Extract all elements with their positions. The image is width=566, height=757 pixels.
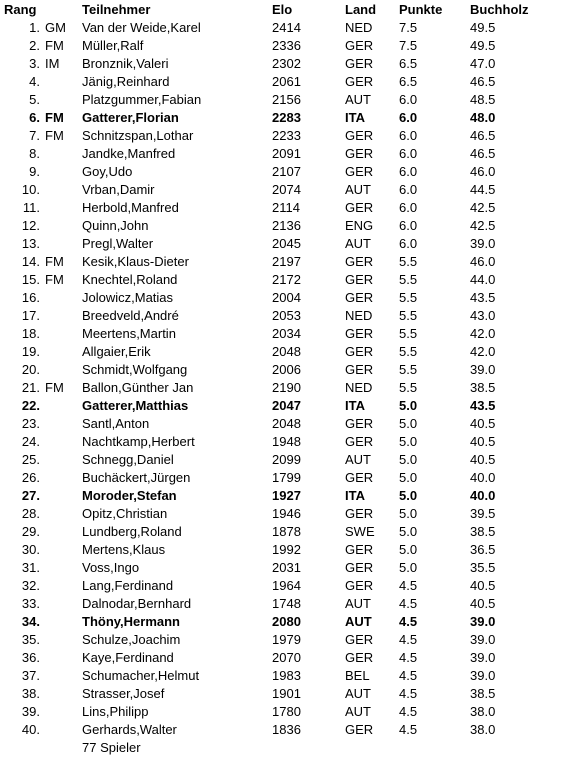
land-cell: GER (345, 128, 374, 143)
elo-cell: 2156 (272, 92, 301, 107)
table-row (0, 487, 566, 505)
points-cell: 4.5 (399, 578, 418, 593)
rank-cell: 20. (21, 362, 40, 377)
land-cell: NED (345, 20, 373, 35)
points-cell: 5.5 (399, 254, 418, 269)
table-row (0, 271, 566, 289)
points-cell: 5.0 (399, 416, 418, 431)
rank-cell: 31. (21, 560, 40, 575)
rank-cell: 1. (29, 20, 40, 35)
table-row (0, 721, 566, 739)
rank-cell: 18. (21, 326, 40, 341)
table-row (0, 253, 566, 271)
buchholz-cell: 36.5 (470, 542, 496, 557)
title-cell: FM (45, 38, 64, 53)
rank-cell: 17. (21, 308, 40, 323)
table-row (0, 91, 566, 109)
buchholz-cell: 42.0 (470, 326, 496, 341)
points-cell: 4.5 (399, 650, 418, 665)
land-cell: AUT (345, 686, 371, 701)
buchholz-cell: 40.5 (470, 578, 496, 593)
table-row (0, 361, 566, 379)
buchholz-cell: 44.0 (470, 272, 496, 287)
elo-cell: 2302 (272, 56, 301, 71)
elo-cell: 1992 (272, 542, 301, 557)
land-cell: GER (345, 254, 374, 269)
buchholz-cell: 40.5 (470, 596, 496, 611)
player-count-text: 77 Spieler (82, 740, 141, 755)
table-row (0, 703, 566, 721)
elo-cell: 1927 (272, 488, 301, 503)
points-cell: 5.5 (399, 272, 418, 287)
rank-cell: 7. (29, 128, 40, 143)
name-cell: Jolowicz,Matias (82, 290, 174, 305)
points-cell: 5.0 (399, 524, 418, 539)
rank-cell: 13. (21, 236, 40, 251)
buchholz-cell: 40.5 (470, 434, 496, 449)
points-cell: 7.5 (399, 38, 418, 53)
elo-cell: 2233 (272, 128, 301, 143)
points-cell: 4.5 (399, 668, 418, 683)
table-row (0, 397, 566, 415)
rank-cell: 16. (21, 290, 40, 305)
points-cell: 6.0 (399, 218, 418, 233)
table-row (0, 73, 566, 91)
rank-cell: 37. (21, 668, 40, 683)
name-cell: Pregl,Walter (82, 236, 154, 251)
land-cell: ITA (345, 398, 365, 413)
buchholz-cell: 48.0 (470, 110, 496, 125)
elo-cell: 2114 (272, 200, 300, 215)
table-row (0, 37, 566, 55)
table-row (0, 163, 566, 181)
rank-cell: 25. (21, 452, 40, 467)
title-cell: GM (45, 20, 66, 35)
title-cell: FM (45, 272, 64, 287)
points-cell: 6.0 (399, 146, 418, 161)
name-cell: Kesik,Klaus-Dieter (82, 254, 189, 269)
buchholz-cell: 42.0 (470, 344, 496, 359)
name-cell: Buchäckert,Jürgen (82, 470, 191, 485)
land-cell: GER (345, 272, 374, 287)
name-cell: Goy,Udo (82, 164, 133, 179)
points-cell: 5.5 (399, 362, 418, 377)
land-cell: GER (345, 74, 374, 89)
elo-cell: 1946 (272, 506, 301, 521)
elo-cell: 2004 (272, 290, 301, 305)
rank-cell: 14. (21, 254, 40, 269)
points-cell: 6.5 (399, 74, 418, 89)
points-cell: 6.0 (399, 128, 418, 143)
buchholz-cell: 40.0 (470, 488, 496, 503)
buchholz-cell: 39.5 (470, 506, 496, 521)
rank-cell: 40. (21, 722, 40, 737)
name-cell: Van der Weide,Karel (82, 20, 201, 35)
name-cell: Gatterer,Matthias (82, 398, 189, 413)
elo-cell: 1748 (272, 596, 301, 611)
table-row (0, 541, 566, 559)
elo-cell: 1983 (272, 668, 301, 683)
elo-cell: 2414 (272, 20, 301, 35)
header-buchholz: Buchholz (470, 2, 529, 17)
points-cell: 5.5 (399, 326, 418, 341)
land-cell: GER (345, 344, 374, 359)
name-cell: Knechtel,Roland (82, 272, 178, 287)
land-cell: GER (345, 632, 374, 647)
land-cell: ITA (345, 488, 365, 503)
elo-cell: 1964 (272, 578, 301, 593)
table-row (0, 325, 566, 343)
rank-cell: 8. (29, 146, 40, 161)
points-cell: 4.5 (399, 632, 418, 647)
buchholz-cell: 44.5 (470, 182, 496, 197)
name-cell: Schnegg,Daniel (82, 452, 174, 467)
name-cell: Quinn,John (82, 218, 149, 233)
buchholz-cell: 39.0 (470, 236, 496, 251)
points-cell: 5.0 (399, 488, 418, 503)
land-cell: GER (345, 578, 374, 593)
land-cell: GER (345, 470, 374, 485)
table-row (0, 109, 566, 127)
points-cell: 6.0 (399, 182, 418, 197)
name-cell: Schmidt,Wolfgang (82, 362, 188, 377)
table-row (0, 55, 566, 73)
elo-cell: 2006 (272, 362, 301, 377)
buchholz-cell: 48.5 (470, 92, 496, 107)
land-cell: GER (345, 200, 374, 215)
buchholz-cell: 43.5 (470, 398, 496, 413)
points-cell: 5.0 (399, 542, 418, 557)
rank-cell: 3. (29, 56, 40, 71)
name-cell: Vrban,Damir (82, 182, 155, 197)
rank-cell: 2. (29, 38, 40, 53)
buchholz-cell: 39.0 (470, 614, 496, 629)
points-cell: 5.0 (399, 452, 418, 467)
points-cell: 6.0 (399, 200, 418, 215)
table-row (0, 685, 566, 703)
name-cell: Ballon,Günther Jan (82, 380, 194, 395)
rank-cell: 28. (21, 506, 40, 521)
header-elo: Elo (272, 2, 293, 17)
name-cell: Lundberg,Roland (82, 524, 182, 539)
buchholz-cell: 38.5 (470, 686, 496, 701)
name-cell: Opitz,Christian (82, 506, 168, 521)
buchholz-cell: 43.5 (470, 290, 496, 305)
title-cell: FM (45, 110, 64, 125)
table-row (0, 127, 566, 145)
buchholz-cell: 43.0 (470, 308, 496, 323)
title-cell: IM (45, 56, 60, 71)
buchholz-cell: 38.0 (470, 722, 496, 737)
header-land: Land (345, 2, 377, 17)
rank-cell: 11. (22, 200, 40, 215)
buchholz-cell: 42.5 (470, 200, 496, 215)
buchholz-cell: 49.5 (470, 20, 496, 35)
points-cell: 5.0 (399, 434, 418, 449)
elo-cell: 1836 (272, 722, 301, 737)
land-cell: AUT (345, 596, 371, 611)
elo-cell: 1901 (272, 686, 301, 701)
points-cell: 5.0 (399, 560, 418, 575)
land-cell: GER (345, 650, 374, 665)
elo-cell: 1878 (272, 524, 301, 539)
buchholz-cell: 49.5 (470, 38, 496, 53)
name-cell: Jänig,Reinhard (82, 74, 170, 89)
land-cell: AUT (345, 182, 371, 197)
name-cell: Dalnodar,Bernhard (82, 596, 192, 611)
rank-cell: 15. (21, 272, 40, 287)
buchholz-cell: 39.0 (470, 362, 496, 377)
table-row (0, 433, 566, 451)
elo-cell: 2336 (272, 38, 301, 53)
name-cell: Nachtkamp,Herbert (82, 434, 195, 449)
elo-cell: 2045 (272, 236, 301, 251)
land-cell: GER (345, 164, 374, 179)
table-row (0, 217, 566, 235)
elo-cell: 2190 (272, 380, 301, 395)
rank-cell: 30. (21, 542, 40, 557)
name-cell: Lins,Philipp (82, 704, 149, 719)
table-row (0, 595, 566, 613)
name-cell: Kaye,Ferdinand (82, 650, 174, 665)
points-cell: 6.0 (399, 110, 418, 125)
table-row (0, 415, 566, 433)
buchholz-cell: 46.5 (470, 74, 496, 89)
table-row (0, 631, 566, 649)
land-cell: GER (345, 146, 374, 161)
points-cell: 5.5 (399, 344, 418, 359)
buchholz-cell: 38.0 (470, 704, 496, 719)
points-cell: 4.5 (399, 614, 418, 629)
rank-cell: 6. (29, 110, 40, 125)
elo-cell: 2048 (272, 344, 301, 359)
rank-cell: 9. (29, 164, 40, 179)
rank-cell: 4. (29, 74, 40, 89)
elo-cell: 2080 (272, 614, 301, 629)
elo-cell: 2197 (272, 254, 301, 269)
rank-cell: 35. (21, 632, 40, 647)
name-cell: Voss,Ingo (82, 560, 140, 575)
land-cell: ITA (345, 110, 365, 125)
buchholz-cell: 46.0 (470, 164, 496, 179)
name-cell: Schumacher,Helmut (82, 668, 200, 683)
rank-cell: 19. (21, 344, 40, 359)
land-cell: NED (345, 380, 373, 395)
elo-cell: 2034 (272, 326, 301, 341)
points-cell: 4.5 (399, 722, 418, 737)
points-cell: 5.0 (399, 506, 418, 521)
elo-cell: 2070 (272, 650, 301, 665)
table-row (0, 505, 566, 523)
name-cell: Mertens,Klaus (82, 542, 166, 557)
elo-cell: 2048 (272, 416, 301, 431)
name-cell: Meertens,Martin (82, 326, 176, 341)
rank-cell: 10. (21, 182, 40, 197)
points-cell: 4.5 (399, 686, 418, 701)
table-row (0, 235, 566, 253)
rank-cell: 12. (21, 218, 40, 233)
land-cell: BEL (345, 668, 370, 683)
elo-cell: 1948 (272, 434, 301, 449)
table-row (0, 19, 566, 37)
name-cell: Lang,Ferdinand (82, 578, 174, 593)
land-cell: GER (345, 434, 374, 449)
elo-cell: 2061 (272, 74, 301, 89)
elo-cell: 1979 (272, 632, 301, 647)
land-cell: AUT (345, 614, 372, 629)
elo-cell: 2099 (272, 452, 301, 467)
name-cell: Allgaier,Erik (82, 344, 151, 359)
title-cell: FM (45, 128, 64, 143)
points-cell: 5.0 (399, 470, 418, 485)
buchholz-cell: 40.5 (470, 452, 496, 467)
name-cell: Moroder,Stefan (82, 488, 177, 503)
table-row (0, 343, 566, 361)
table-header (0, 1, 566, 19)
name-cell: Schulze,Joachim (82, 632, 181, 647)
elo-cell: 2031 (272, 560, 301, 575)
land-cell: GER (345, 506, 374, 521)
rank-cell: 22. (21, 398, 40, 413)
rank-cell: 21. (21, 380, 40, 395)
name-cell: Gerhards,Walter (82, 722, 177, 737)
points-cell: 7.5 (399, 20, 418, 35)
elo-cell: 1780 (272, 704, 301, 719)
table-row (0, 307, 566, 325)
land-cell: NED (345, 308, 373, 323)
name-cell: Gatterer,Florian (82, 110, 179, 125)
buchholz-cell: 40.0 (470, 470, 496, 485)
table-row (0, 613, 566, 631)
name-cell: Müller,Ralf (82, 38, 144, 53)
land-cell: SWE (345, 524, 375, 539)
land-cell: GER (345, 56, 374, 71)
table-row (0, 523, 566, 541)
buchholz-cell: 46.5 (470, 146, 496, 161)
table-row (0, 577, 566, 595)
elo-cell: 2091 (272, 146, 301, 161)
table-row (0, 469, 566, 487)
rank-cell: 26. (21, 470, 40, 485)
buchholz-cell: 35.5 (470, 560, 496, 575)
elo-cell: 1799 (272, 470, 301, 485)
rank-cell: 33. (21, 596, 40, 611)
buchholz-cell: 46.0 (470, 254, 496, 269)
land-cell: GER (345, 722, 374, 737)
land-cell: AUT (345, 236, 371, 251)
rank-cell: 29. (21, 524, 40, 539)
title-cell: FM (45, 380, 64, 395)
rank-cell: 27. (21, 488, 40, 503)
name-cell: Breedveld,André (82, 308, 179, 323)
header-points: Punkte (399, 2, 443, 17)
title-cell: FM (45, 254, 64, 269)
table-row (0, 451, 566, 469)
rank-cell: 24. (21, 434, 40, 449)
land-cell: GER (345, 290, 374, 305)
points-cell: 6.0 (399, 164, 418, 179)
rank-cell: 38. (21, 686, 40, 701)
buchholz-cell: 42.5 (470, 218, 496, 233)
points-cell: 5.5 (399, 380, 418, 395)
elo-cell: 2107 (272, 164, 301, 179)
land-cell: GER (345, 362, 374, 377)
points-cell: 5.0 (399, 398, 418, 413)
table-row (0, 649, 566, 667)
rank-cell: 34. (21, 614, 40, 629)
land-cell: AUT (345, 92, 371, 107)
name-cell: Thöny,Hermann (82, 614, 180, 629)
rank-cell: 36. (21, 650, 40, 665)
name-cell: Strasser,Josef (82, 686, 165, 701)
name-cell: Jandke,Manfred (82, 146, 176, 161)
points-cell: 6.0 (399, 92, 418, 107)
points-cell: 5.5 (399, 308, 418, 323)
points-cell: 4.5 (399, 596, 418, 611)
land-cell: GER (345, 38, 374, 53)
table-row (0, 379, 566, 397)
land-cell: AUT (345, 452, 371, 467)
table-row (0, 145, 566, 163)
header-name: Teilnehmer (82, 2, 151, 17)
points-cell: 4.5 (399, 704, 418, 719)
elo-cell: 2172 (272, 272, 301, 287)
table-row (0, 289, 566, 307)
rank-cell: 23. (21, 416, 40, 431)
rank-cell: 39. (21, 704, 40, 719)
name-cell: Herbold,Manfred (82, 200, 179, 215)
land-cell: GER (345, 326, 374, 341)
elo-cell: 2074 (272, 182, 301, 197)
land-cell: GER (345, 416, 374, 431)
table-row (0, 199, 566, 217)
name-cell: Platzgummer,Fabian (82, 92, 202, 107)
land-cell: GER (345, 542, 374, 557)
buchholz-cell: 38.5 (470, 524, 496, 539)
points-cell: 6.0 (399, 236, 418, 251)
buchholz-cell: 40.5 (470, 416, 496, 431)
header-rank: Rang (4, 2, 37, 17)
land-cell: ENG (345, 218, 374, 233)
elo-cell: 2053 (272, 308, 301, 323)
name-cell: Bronznik,Valeri (82, 56, 169, 71)
elo-cell: 2047 (272, 398, 301, 413)
player-count (0, 739, 566, 757)
name-cell: Santl,Anton (82, 416, 150, 431)
buchholz-cell: 39.0 (470, 650, 496, 665)
land-cell: AUT (345, 704, 371, 719)
buchholz-cell: 39.0 (470, 668, 496, 683)
land-cell: GER (345, 560, 374, 575)
name-cell: Schnitzspan,Lothar (82, 128, 194, 143)
rank-cell: 5. (29, 92, 40, 107)
elo-cell: 2136 (272, 218, 301, 233)
buchholz-cell: 39.0 (470, 632, 496, 647)
points-cell: 5.5 (399, 290, 418, 305)
buchholz-cell: 38.5 (470, 380, 496, 395)
buchholz-cell: 46.5 (470, 128, 496, 143)
table-row (0, 181, 566, 199)
elo-cell: 2283 (272, 110, 301, 125)
table-row (0, 667, 566, 685)
points-cell: 6.5 (399, 56, 418, 71)
rank-cell: 32. (21, 578, 40, 593)
table-row (0, 559, 566, 577)
buchholz-cell: 47.0 (470, 56, 496, 71)
